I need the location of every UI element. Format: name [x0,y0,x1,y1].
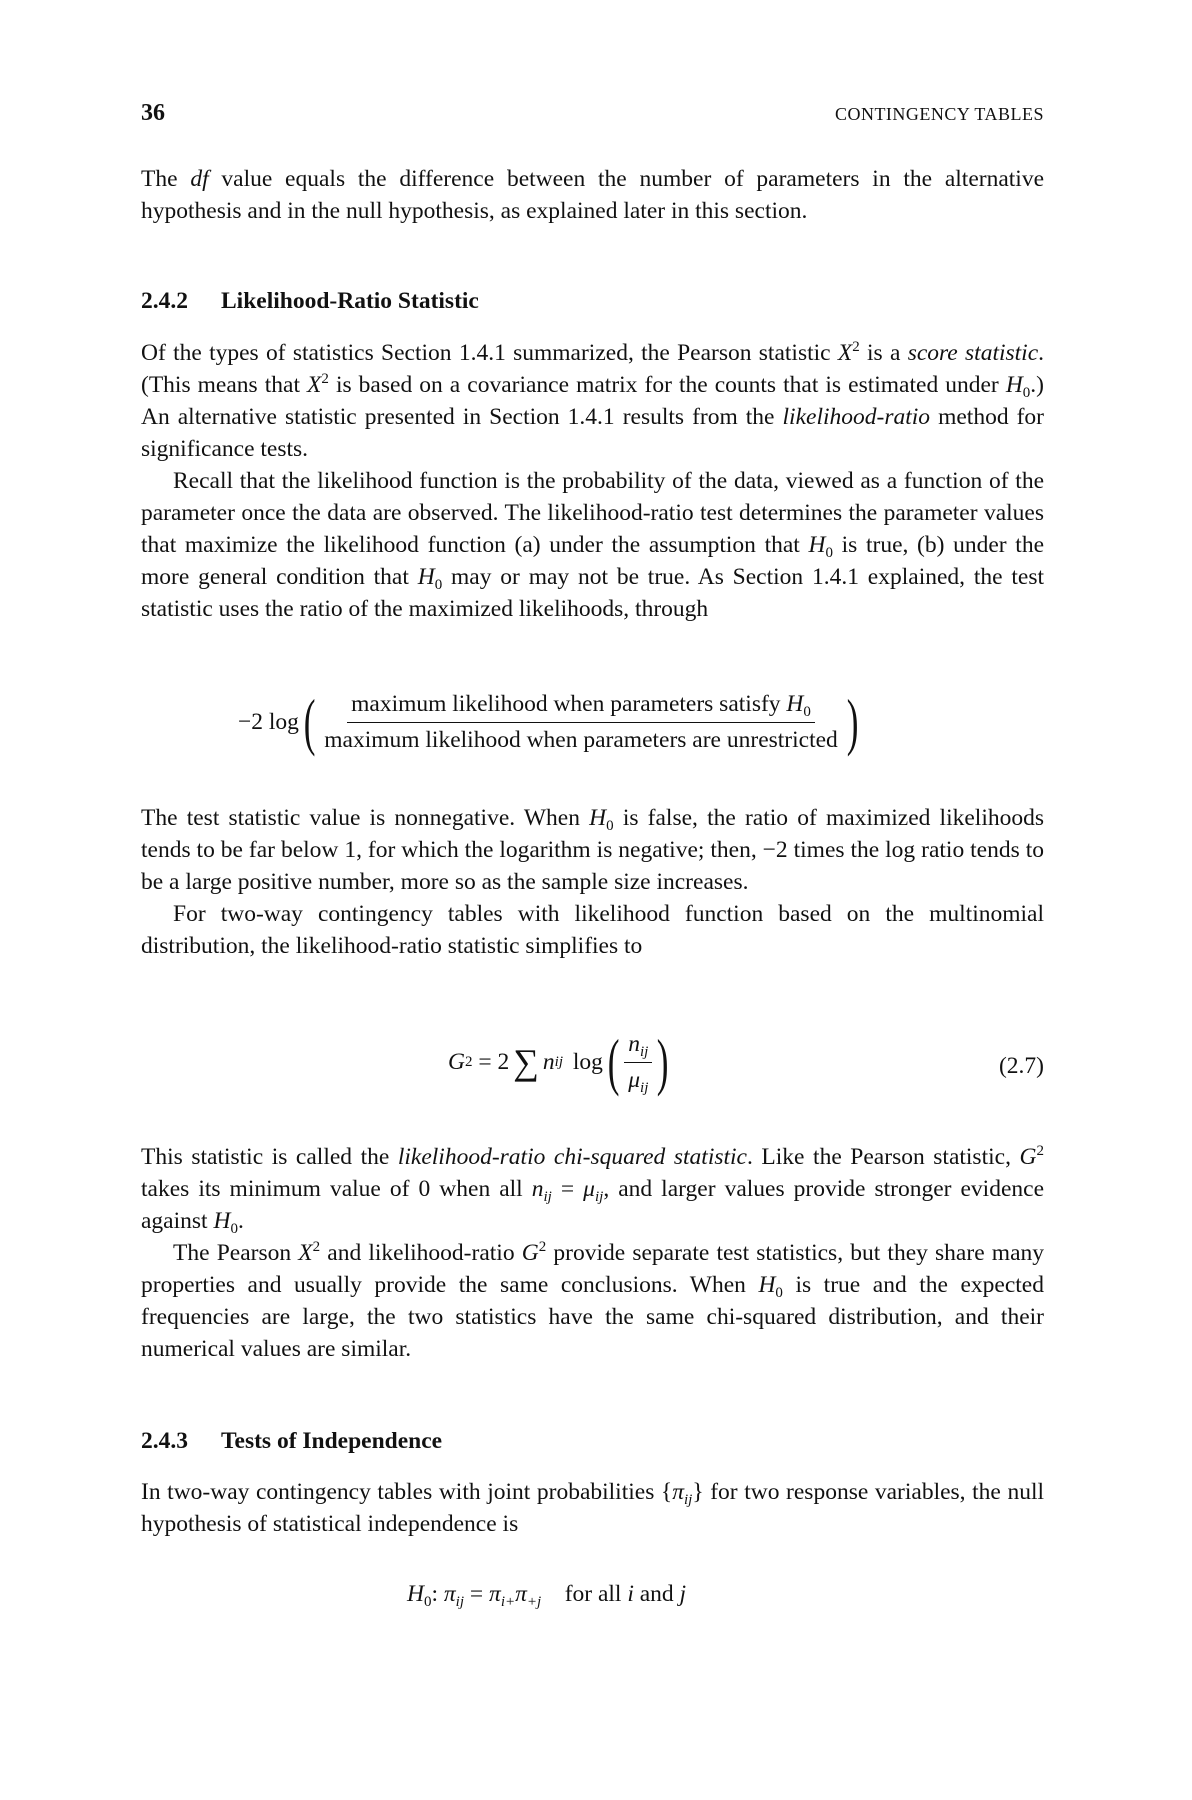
section-number: 2.4.2 [141,288,188,314]
text-run: is true and the expected frequencies are large, the two statistics have the same chi-squared distribution, and their numerical values are similar. [141,1272,1044,1362]
text-run: . Like the Pearson statistic, [746,1144,1020,1170]
italic-run: π [672,1479,684,1505]
running-title: CONTINGENCY TABLES [834,104,1044,124]
italic-run: X [837,340,853,366]
math-script: i+ [500,1594,516,1610]
math-script: ij [594,1189,604,1205]
italic-run: X [298,1240,313,1266]
math-script: ij [455,1594,465,1610]
math-script: 0 [434,577,443,593]
math-script: ij [684,1492,693,1508]
right-paren: ) [846,686,859,757]
italic-run: X [307,372,322,398]
n-symbol: n [628,1030,640,1057]
equation-independence [407,1581,686,1608]
math-script: 2 [538,1239,547,1255]
italic-run: G [521,1240,539,1266]
paragraph-nonnegative [141,802,1044,962]
text-run: may or may not be true. As Section 1.4.1 explained, the test statistic uses the ratio of the maximized likelihoods, through [141,564,1045,622]
math-script: 2 [312,1239,321,1255]
math-script: 2 [852,339,860,355]
italic-run: π [443,1581,456,1607]
h-subscript: 0 [803,703,811,720]
mu-symbol: μ [628,1066,641,1093]
italic-run: H [758,1272,776,1298]
page-number: 36 [141,100,165,126]
math-script: +j [526,1594,542,1610]
text-run: The Pearson [173,1240,299,1266]
math-script: ij [543,1189,552,1205]
left-paren: ( [607,1026,620,1097]
section-title: Likelihood-Ratio Statistic [221,288,479,314]
text-run: . [237,1208,244,1234]
right-paren: ) [657,1026,669,1097]
section-number: 2.4.3 [141,1428,188,1454]
text-run: provide separate test statistics, but they share many properties and usually provide the same conclusions. When [141,1240,1044,1298]
left-paren: ( [303,686,316,757]
text-run: value equals the difference between the number of parameters in the alternative hypothesis and in the null hypothesis, as explained later in this section. [141,166,1044,224]
text-run: , and larger values provide stronger evidence against [141,1176,1044,1234]
section-title: Tests of Independence [221,1428,443,1454]
italic-run: likelihood-ratio [782,404,931,430]
eq-prefix: −2 log [238,708,299,735]
text-run: is false, the ratio of maximized likelihoods tends to be far below 1, for which the logarithm is negative; then, −2 times the log ratio tends to be a large positive number, more so as the sample size increases. [141,805,1044,895]
paragraph-lr-intro [141,337,1044,625]
math-script: 0 [606,818,614,834]
text-run: Recall that the likelihood function is the probability of the data, viewed as a function of the parameter once the data are observed. The likelihood-ratio test determines the parameter values that maximize the likelihood function (a) under the assumption that [141,468,1044,558]
italic-run: df [190,166,209,192]
text-run: This statistic is called the [141,1144,398,1170]
numerator [624,1031,652,1063]
paragraph-g2 [141,1141,1044,1365]
italic-run: μ [583,1176,595,1202]
text-run: method for significance tests. [141,404,1044,462]
fraction [624,1031,652,1094]
section-heading-2-4-3 [141,1428,442,1455]
italic-run: n [531,1176,544,1202]
math-script: 0 [1022,385,1031,401]
text-run: and likelihood-ratio [320,1240,522,1266]
equation-2-7: G 2 = 2 ∑ n ij log ( $\frac{n_{ij}}{\mu_{ij}}$ ) [448,1026,669,1097]
text-run: = [464,1581,490,1607]
italic-run: H [589,805,607,831]
italic-run: π [489,1581,501,1607]
text-run: The test statistic value is nonnegative. When [141,805,590,831]
text-run: .) An alternative statistic presented in Section 1.4.1 results from the [141,372,1044,430]
italic-run: H [213,1208,231,1234]
italic-run: j [679,1581,687,1607]
sum-symbol: ∑ [513,1042,539,1082]
g-symbol: G [448,1048,465,1075]
text-run: is a [859,340,908,366]
h-symbol: H [786,690,804,717]
log: log [567,1048,603,1075]
italic-run: π [515,1581,527,1607]
math-script: 0 [230,1221,238,1237]
math-script: 2 [321,371,329,387]
section-heading-2-4-2 [141,288,479,315]
text-run: For two-way contingency tables with likelihood function based on the multinomial distribution, the likelihood-ratio statistic simplifies to [141,901,1044,959]
math-script: 0 [423,1594,432,1610]
italic-run: H [407,1581,424,1607]
text-run: : [431,1581,444,1607]
text-run: Of the types of statistics Section 1.4.1 summarized, the Pearson statistic [141,340,838,366]
paragraph-df [141,163,1044,227]
math-script: 2 [1036,1143,1044,1159]
italic-run: G [1019,1144,1037,1170]
equation-lr-ratio [238,686,863,757]
text-run: = [551,1176,584,1202]
text-run: The [141,166,191,192]
equation-number: (2.7) [998,1053,1044,1079]
math-script: 0 [825,545,833,561]
italic-run: i [627,1581,634,1607]
text-run: and [633,1581,680,1607]
text-run: . (This means that [141,340,1045,398]
text-run: takes its minimum value of 0 when all [141,1176,532,1202]
italic-run: likelihood-ratio chi-squared statistic [397,1144,747,1170]
italic-run: H [417,564,435,590]
paragraph-independence [141,1476,1044,1540]
numerator-text: maximum likelihood when parameters satisfy [351,690,787,717]
italic-run: score statistic [907,340,1039,366]
text-run: is true, (b) under the more general condition that [141,532,1045,590]
text-run: In two-way contingency tables with joint probabilities { [141,1479,673,1505]
equals-two: = 2 [472,1048,510,1075]
subscript: ij [640,1043,649,1060]
n-symbol: n [542,1048,555,1075]
italic-run: H [1005,372,1023,398]
italic-run: H [808,532,826,558]
math-script: 0 [775,1285,783,1301]
subscript: ij [640,1079,649,1096]
numerator [347,691,815,723]
text-run: for all [541,1581,628,1607]
text-run: } for two response variables, the null hypothesis of statistical independence is [141,1479,1044,1537]
denominator [624,1063,652,1094]
denominator: maximum likelihood when parameters are unrestricted [324,726,838,753]
fraction [320,691,842,754]
text-run: is based on a covariance matrix for the counts that is estimated under [328,372,1006,398]
